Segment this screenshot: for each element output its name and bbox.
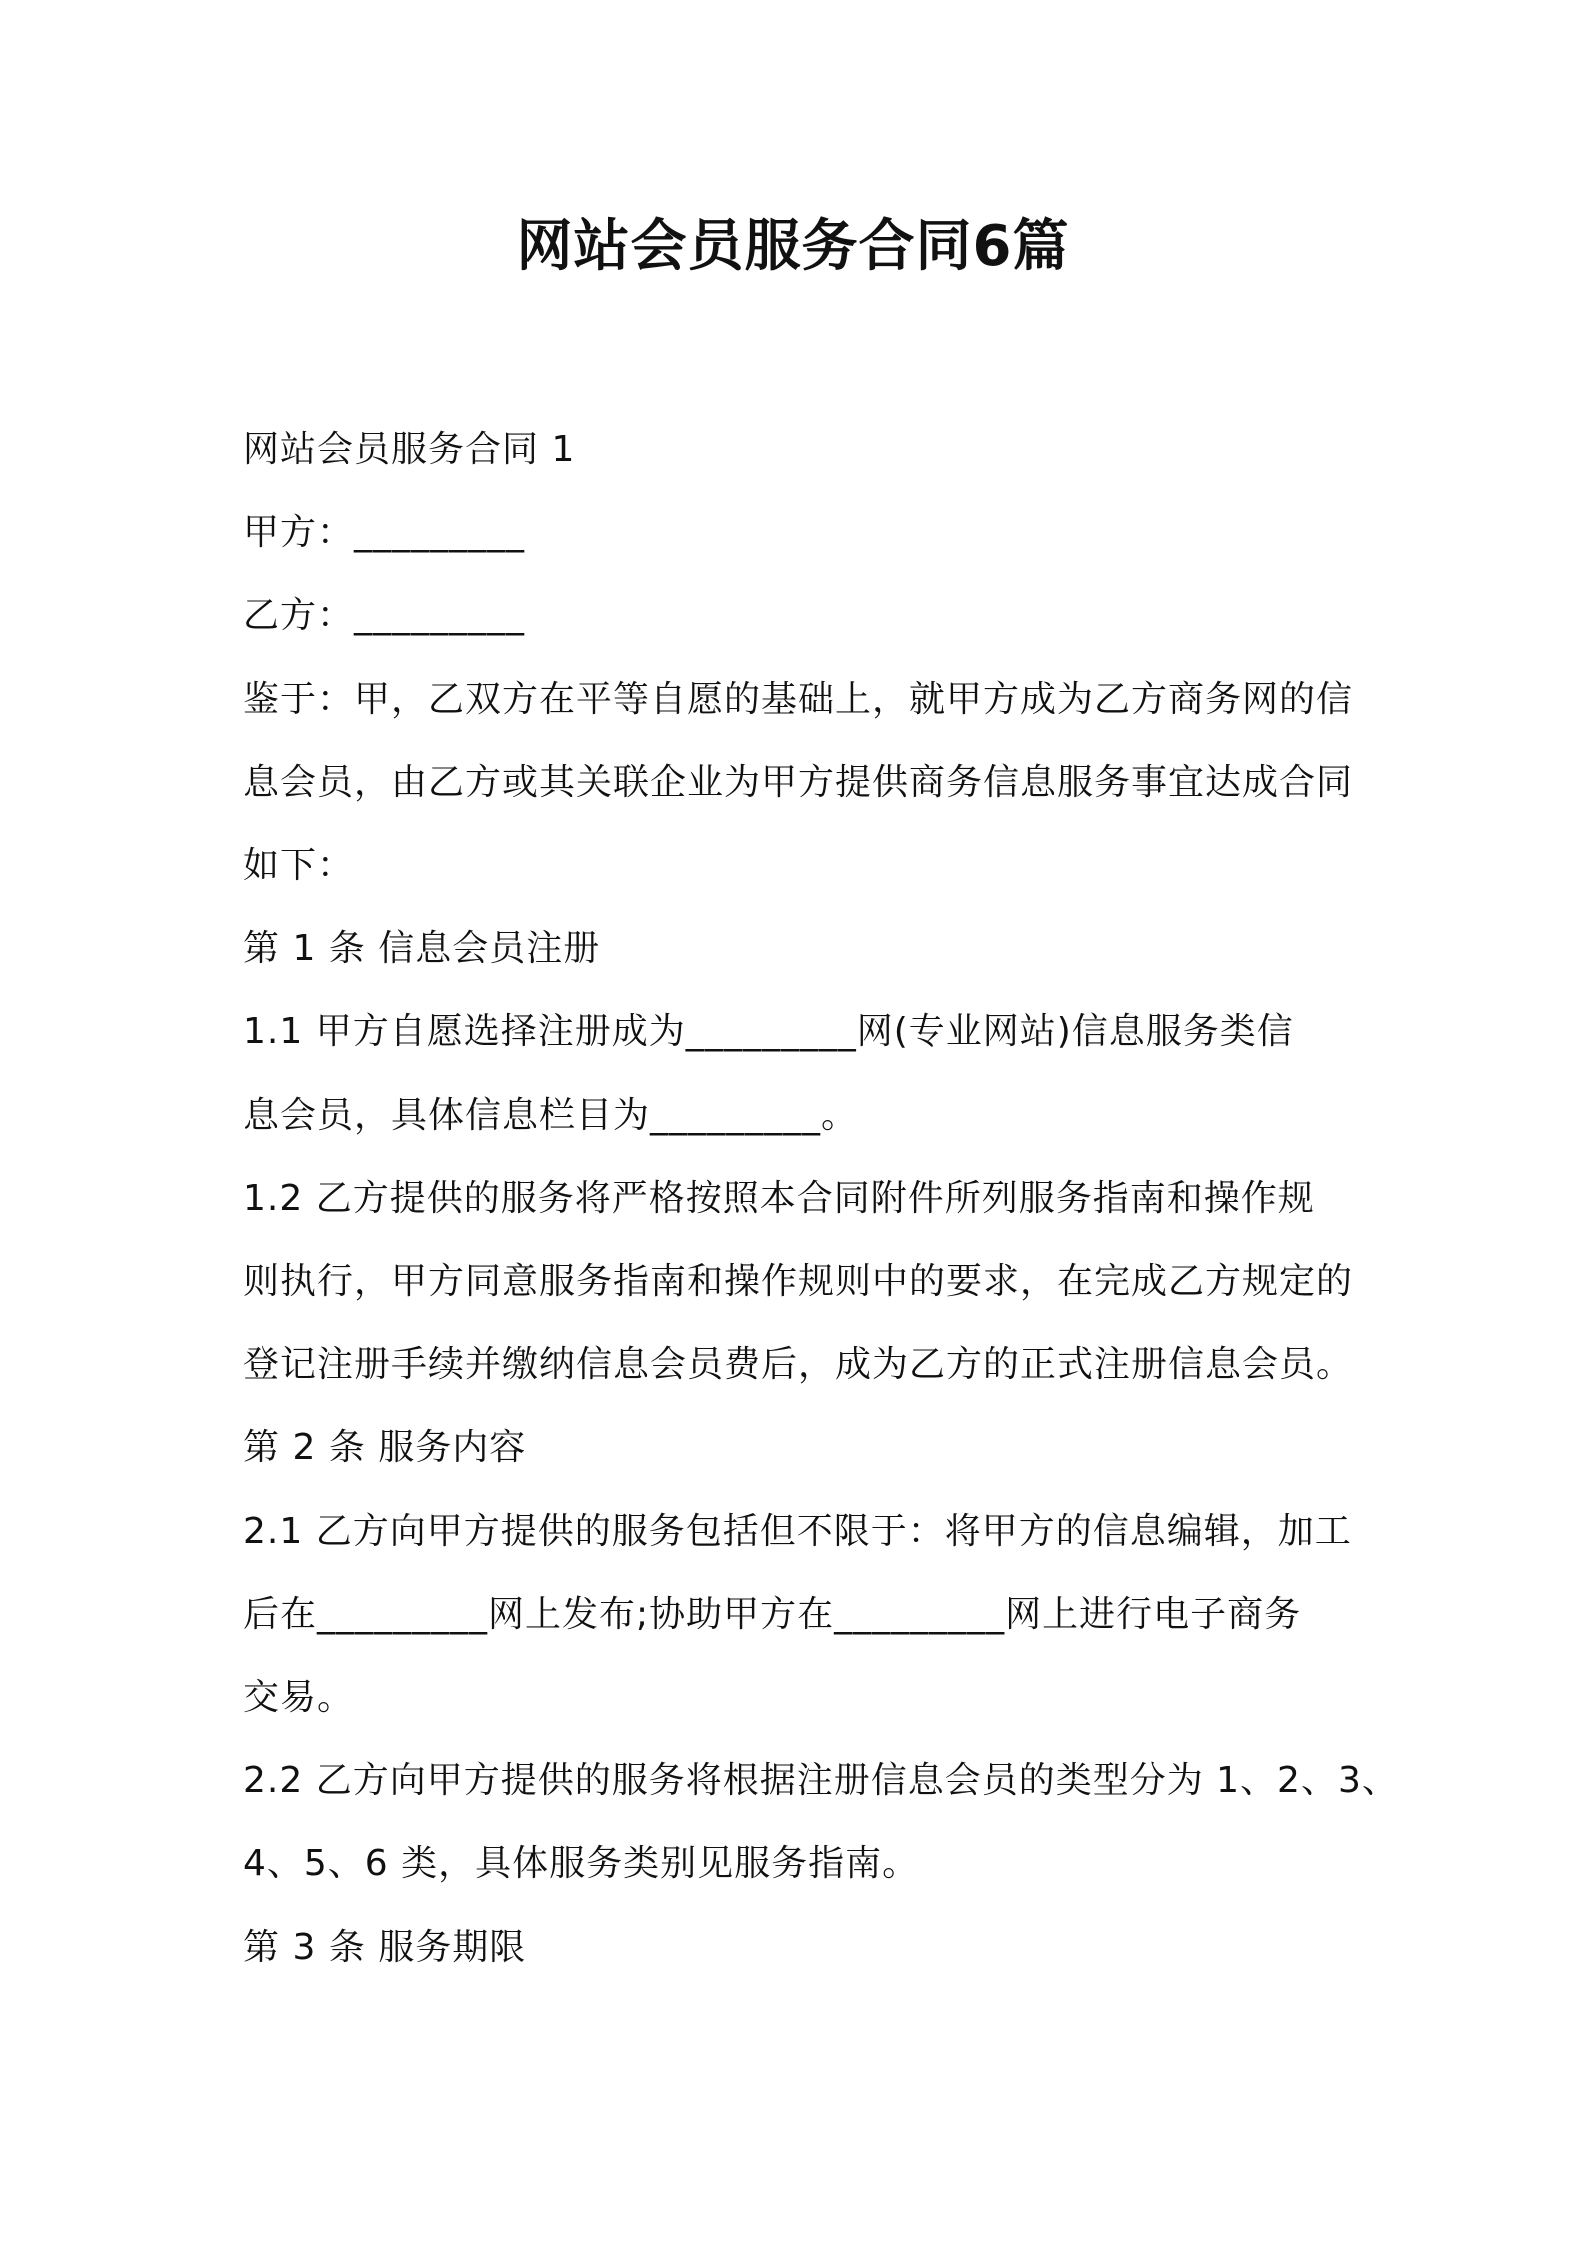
party-a-line: 甲方：_________ <box>243 512 526 554</box>
clause-line: 4、5、6 类，具体服务类别见服务指南。 <box>243 1843 920 1885</box>
party-b-line: 乙方：_________ <box>243 595 526 637</box>
clause-line: 2.1 乙方向甲方提供的服务包括但不限于：将甲方的信息编辑，加工 <box>243 1510 1352 1552</box>
clause-line: 2.2 乙方向甲方提供的服务将根据注册信息会员的类型分为 1、2、3、 <box>243 1760 1399 1802</box>
article-heading: 第 1 条 信息会员注册 <box>243 928 601 970</box>
article-heading: 第 2 条 服务内容 <box>243 1427 527 1469</box>
clause-line: 则执行，甲方同意服务指南和操作规则中的要求，在完成乙方规定的 <box>243 1261 1354 1303</box>
document-title: 网站会员服务合同6篇 <box>516 214 1070 279</box>
clause-line: 后在_________网上发布;协助甲方在_________网上进行电子商务 <box>243 1593 1302 1635</box>
clause-line: 1.1 甲方自愿选择注册成为_________网(专业网站)信息服务类信 <box>243 1011 1294 1053</box>
document-body <box>243 408 1399 1989</box>
preamble-line: 息会员，由乙方或其关联企业为甲方提供商务信息服务事宜达成合同 <box>243 761 1354 803</box>
preamble-line: 如下： <box>243 845 355 887</box>
article-heading: 第 3 条 服务期限 <box>243 1926 527 1968</box>
preamble-line: 鉴于：甲，乙双方在平等自愿的基础上，就甲方成为乙方商务网的信 <box>243 678 1354 720</box>
subtitle-contract-1: 网站会员服务合同 1 <box>243 429 576 470</box>
clause-line: 交易。 <box>243 1677 355 1719</box>
clause-line: 1.2 乙方提供的服务将严格按照本合同附件所列服务指南和操作规 <box>243 1177 1315 1219</box>
clause-line: 息会员，具体信息栏目为_________。 <box>243 1094 859 1136</box>
clause-line: 登记注册手续并缴纳信息会员费后，成为乙方的正式注册信息会员。 <box>243 1344 1354 1386</box>
